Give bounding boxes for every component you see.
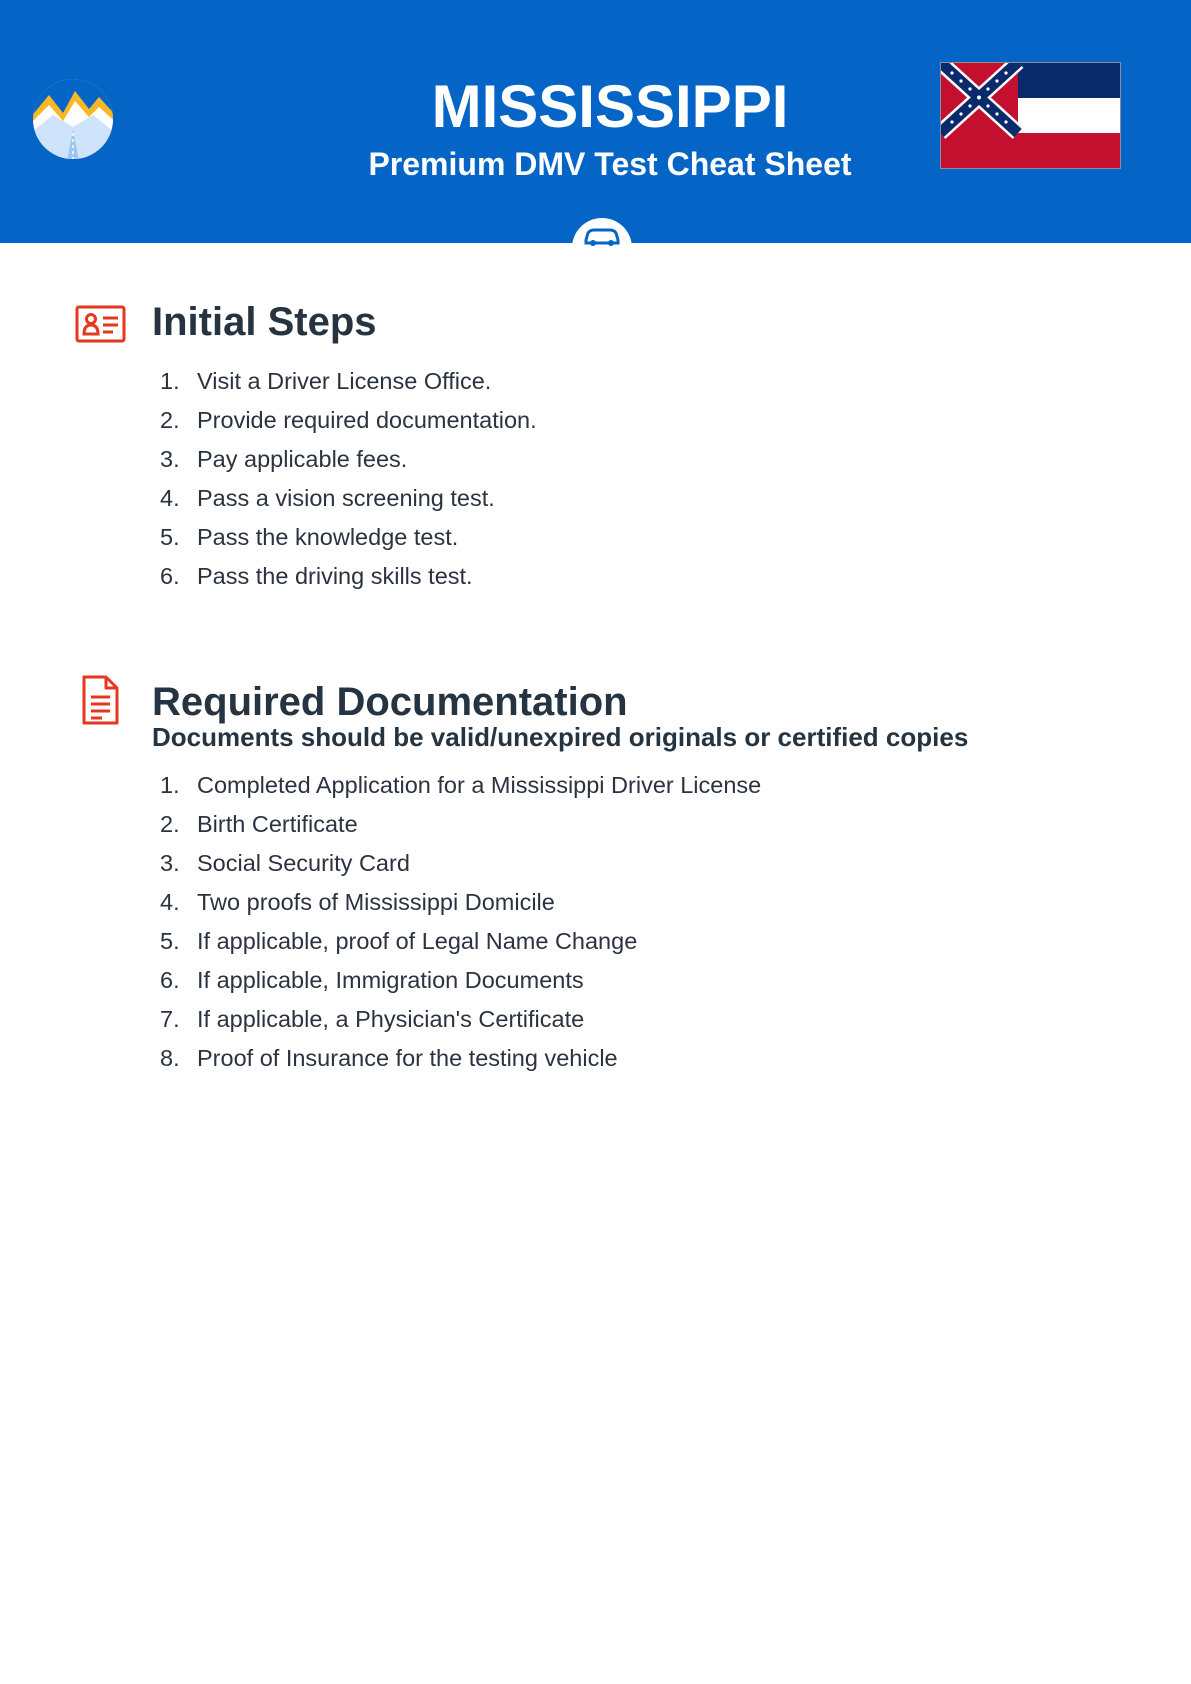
list-item: 5. If applicable, proof of Legal Name Change bbox=[160, 928, 638, 954]
list-item: 1. Visit a Driver License Office. bbox=[160, 368, 492, 394]
list-item: 1. Completed Application for a Mississippi Driver License bbox=[160, 772, 762, 798]
list-item: 4. Pass a vision screening test. bbox=[160, 485, 495, 511]
page-title: MISSISSIPPI bbox=[431, 73, 789, 140]
title-block bbox=[300, 70, 920, 184]
mississippi-flag-icon bbox=[940, 62, 1121, 169]
list-item: 7. If applicable, a Physician's Certificate bbox=[160, 1006, 585, 1032]
id-card-icon bbox=[75, 305, 126, 343]
list-item: 2. Birth Certificate bbox=[160, 811, 358, 837]
page-subtitle: Premium DMV Test Cheat Sheet bbox=[368, 146, 852, 182]
initial-steps-list bbox=[160, 362, 537, 596]
list-item: 3. Social Security Card bbox=[160, 850, 410, 876]
header-banner bbox=[0, 0, 1191, 243]
list-item: 2. Provide required documentation. bbox=[160, 407, 537, 433]
required-docs-heading: Required Documentation bbox=[152, 680, 628, 724]
list-item: 6. If applicable, Immigration Documents bbox=[160, 967, 584, 993]
list-item: 5. Pass the knowledge test. bbox=[160, 524, 459, 550]
initial-steps-heading: Initial Steps bbox=[152, 300, 377, 344]
mountain-road-logo-icon bbox=[33, 79, 113, 159]
list-item: 8. Proof of Insurance for the testing vehicle bbox=[160, 1045, 618, 1071]
required-docs-subtitle: Documents should be valid/unexpired originals or certified copies bbox=[152, 722, 969, 752]
required-docs-list bbox=[160, 766, 761, 1078]
list-item: 6. Pass the driving skills test. bbox=[160, 563, 473, 589]
list-item: 3. Pay applicable fees. bbox=[160, 446, 408, 472]
list-item: 4. Two proofs of Mississippi Domicile bbox=[160, 889, 555, 915]
document-icon bbox=[80, 675, 120, 725]
car-icon bbox=[572, 218, 632, 248]
